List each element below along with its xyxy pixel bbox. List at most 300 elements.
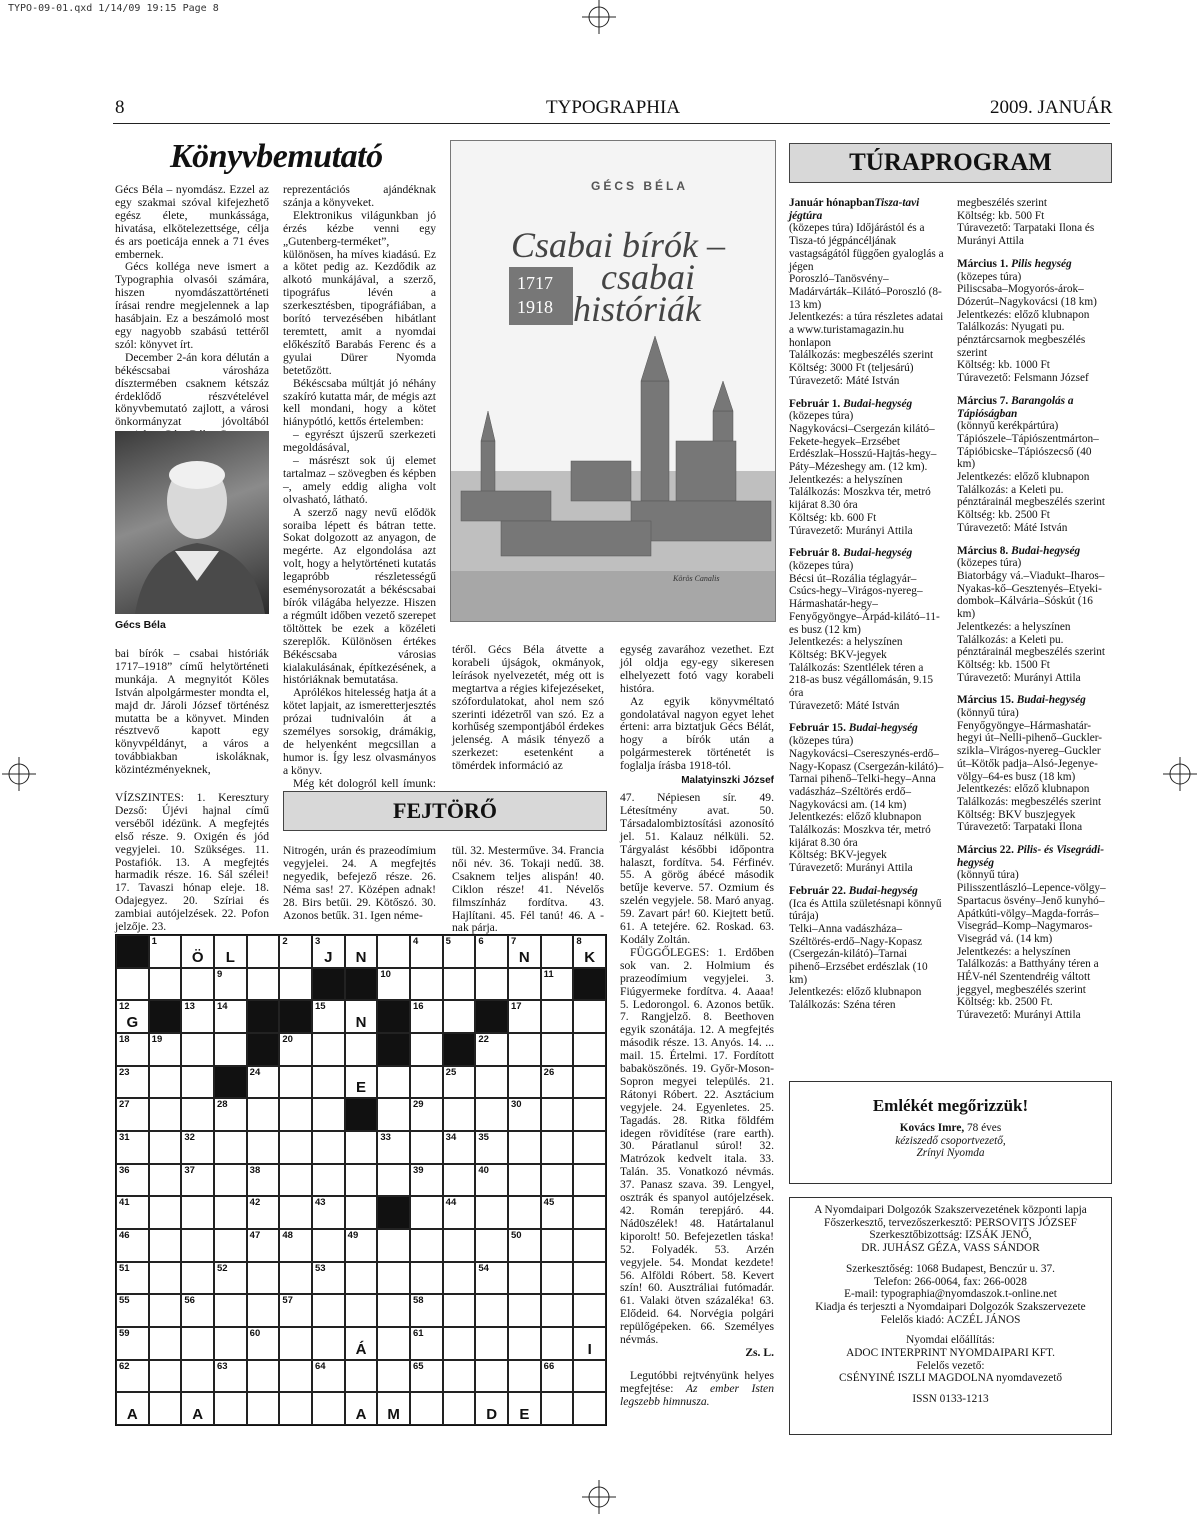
crossword-cell[interactable] (410, 1033, 443, 1066)
crossword-black-cell (247, 1033, 280, 1066)
crossword-cell[interactable] (149, 1360, 182, 1393)
cell-number: 27 (119, 1099, 130, 1111)
tura-entry-line: Jelentkezés: előző klubnapon (789, 811, 922, 824)
memorial-age: 78 éves (964, 1122, 1002, 1134)
crossword-cell[interactable] (573, 1131, 606, 1164)
crossword-cell[interactable] (279, 1327, 312, 1360)
article-paragraph: Gécs kolléga neve ismert a Typographia olvasói számára, hiszen nyomdászattörténeti írásai rendre megjelennek a lap hasábjain. Ez a beszámoló most egy nagyobb szabású tettéről szól: könyvet írt. (115, 260, 269, 351)
crossword-cell[interactable] (377, 1327, 410, 1360)
tura-entry-line: Jelentkezés: előző klubnapon (957, 471, 1090, 484)
cell-letter: E (355, 1079, 366, 1097)
crossword-cell[interactable] (541, 1098, 574, 1131)
cell-number: 65 (413, 1360, 424, 1372)
crossword-cell[interactable] (279, 1131, 312, 1164)
crossword-cell[interactable] (247, 1294, 280, 1327)
crossword-cell[interactable] (443, 1360, 476, 1393)
crossword-cell[interactable] (345, 1392, 378, 1425)
crossword-cell[interactable] (410, 1164, 443, 1197)
crossword-cell[interactable] (573, 1000, 606, 1033)
crossword-cell[interactable] (377, 1262, 410, 1295)
crossword-cell[interactable] (181, 1196, 214, 1229)
tura-column-left (789, 197, 944, 1022)
cover-title-line3: históriák (573, 289, 702, 329)
crossword-cell[interactable] (345, 1360, 378, 1393)
crossword-cell[interactable] (541, 968, 574, 1001)
crossword-cell[interactable] (410, 1262, 443, 1295)
crossword-cell[interactable] (149, 935, 182, 968)
crossword-cell[interactable] (116, 1229, 149, 1262)
crossword-cell[interactable] (181, 1229, 214, 1262)
crossword-cell[interactable] (116, 1033, 149, 1066)
crossword-cell[interactable] (181, 1066, 214, 1099)
crossword-cell[interactable] (181, 968, 214, 1001)
crossword-cell[interactable] (214, 1131, 247, 1164)
crossword-cell[interactable] (475, 968, 508, 1001)
tura-entry-line: Jelentkezés: a helyszínen (957, 620, 1071, 633)
crossword-cell[interactable] (410, 1327, 443, 1360)
crossword-cell[interactable] (116, 1164, 149, 1197)
crossword-cell[interactable] (573, 935, 606, 968)
article-column-1 (115, 184, 269, 442)
crossword-cell[interactable] (214, 1294, 247, 1327)
crossword-cell[interactable] (181, 1098, 214, 1131)
crossword-cell[interactable] (541, 1164, 574, 1197)
crossword-cell[interactable] (149, 1392, 182, 1425)
crossword-cell[interactable] (247, 1196, 280, 1229)
crossword-cell[interactable] (312, 1229, 345, 1262)
crossword-cell[interactable] (181, 1392, 214, 1425)
crossword-cell[interactable] (149, 1196, 182, 1229)
tura-entry-line: Jelentkezés: előző klubnapon (957, 783, 1090, 796)
crossword-cell[interactable] (541, 1262, 574, 1295)
crossword-cell[interactable] (214, 1196, 247, 1229)
crossword-cell[interactable] (116, 1098, 149, 1131)
crossword-cell[interactable] (508, 1131, 541, 1164)
cell-number: 50 (511, 1230, 522, 1241)
crossword-cell[interactable] (508, 1229, 541, 1262)
crossword-cell[interactable] (541, 1033, 574, 1066)
crossword-cell[interactable] (508, 1033, 541, 1066)
impressum-line: DR. JUHÁSZ GÉZA, VASS SÁNDOR (861, 1242, 1040, 1255)
crossword-cell[interactable] (475, 1392, 508, 1425)
crossword-cell[interactable] (149, 1262, 182, 1295)
cell-number: 39 (413, 1164, 424, 1176)
crossword-cell[interactable] (377, 1066, 410, 1099)
crossword-cell[interactable] (312, 1327, 345, 1360)
crossword-cell[interactable] (377, 1098, 410, 1131)
crossword-cell[interactable] (443, 935, 476, 968)
down-clues: FÜGGŐLEGES: 1. Erdőben sok van. 2. Holmium és prazeodímium vegyjelei. 3. Fiúgyermeke fordítva. 4. Aaaa! 5. Ledorongol. 6. Azonos betűk. 7. Rangjelző. 8. Beethoven egyik szonátája. 12. A megfejtés második része. 13. Anyós. 14. ... mail. 15. Értelmi. 17. Fordított babaköszönés. 19. Győr-Moson-Sopron megyei település. 21. Rátonyi Róbert. 22. Asztácium vegyjele. 24. Egyenletes. 25. Tagadás. 28. Ritka földfém idegen rövidítése (rare earth). 30. Páratlanul súrol! 32. Matrózok kedvelt itala. 33. Talán. 35. Vonatkozó névmás. 37. Panasz szava. 39. Lengyel, osztrák és spanyol autójelzések. 42. Román terepjáró. 44. Nád0szélek! 48. Határtalanul kiporolt! 50. Befejezetlen táska! 52. Folyadék. 53. Arzén vegyjele. 54. Mondat kezdete! 56. Alföldi Róbert. 58. Kevert szín! 60. Ausztráliai futómadár. 61. Valaki ötven százaléka! 63. Elődeid. 64. Norvégia polgári repülőgépeken. 66. Személyes névmás. (620, 945, 774, 1347)
tura-entry-line: (könnyű túra) (957, 869, 1019, 882)
cover-author: GÉCS BÉLA (591, 179, 689, 193)
crossword-cell[interactable] (214, 935, 247, 968)
crossword-cell[interactable] (508, 1294, 541, 1327)
crossword-cell[interactable] (149, 1131, 182, 1164)
crossword-black-cell (377, 1000, 410, 1033)
crossword-cell[interactable] (508, 1262, 541, 1295)
article-paragraph: – egyrészt újszerű szerkezeti megoldásával, (283, 428, 436, 455)
portrait-illustration (115, 431, 269, 614)
crossword-cell[interactable] (345, 1229, 378, 1262)
crossword-cell[interactable] (508, 1196, 541, 1229)
crossword-cell[interactable] (247, 1229, 280, 1262)
crossword-cell[interactable] (181, 1000, 214, 1033)
tura-entry-heading: Március 22. Pilis- és Visegrádi-hegység (957, 844, 1104, 869)
tura-entry-line: Pilisszentlászló–Lepence-völgy–Spartacus ösvény–Jenő kunyhó–Apátkúti-völgy–Magda-forrás–Visegrád–Komp–Nagymaros-Visegrád vá. (14 km) (957, 882, 1106, 945)
crossword-cell[interactable] (247, 1164, 280, 1197)
crossword-black-cell (475, 1000, 508, 1033)
crossword-cell[interactable] (312, 1262, 345, 1295)
crossword-cell[interactable] (149, 1294, 182, 1327)
crossword-cell[interactable] (181, 935, 214, 968)
crossword-cell[interactable] (443, 1229, 476, 1262)
crossword-cell[interactable] (149, 1164, 182, 1197)
crossword-cell[interactable] (214, 1000, 247, 1033)
crossword-cell[interactable] (573, 1066, 606, 1099)
crossword-cell[interactable] (541, 1327, 574, 1360)
tura-entry (957, 395, 1112, 535)
crossword-cell[interactable] (443, 1196, 476, 1229)
crossword-cell[interactable] (410, 1066, 443, 1099)
article-paragraph: Gécs Béla – nyomdász. Ezzel az egy szakmai szóval kifejezhető egész élete, munkássága, hivatása, elkötelezettsége, célja és ars poeticája ennek a 71 éves embernek. (115, 183, 269, 261)
crossword-cell[interactable] (247, 1327, 280, 1360)
cover-year-start: 1717 (517, 273, 553, 293)
crossword-cell[interactable] (377, 1131, 410, 1164)
crossword-cell[interactable] (508, 1360, 541, 1393)
crossword-cell[interactable] (116, 1196, 149, 1229)
tura-entry-line: Túravezető: Máté István (789, 699, 900, 712)
crossword-cell[interactable] (116, 1066, 149, 1099)
cell-letter: N (355, 948, 367, 966)
article-paragraph: reprezentációs ajándéknak szánja a könyveket. (283, 183, 436, 209)
crossword-cell[interactable] (573, 1164, 606, 1197)
crossword-cell[interactable] (312, 1360, 345, 1393)
crossword-cell[interactable] (475, 1229, 508, 1262)
crossword-cell[interactable] (345, 1164, 378, 1197)
cell-number: 14 (217, 1001, 228, 1013)
tura-entry-line: Költség: kb. 2500 Ft (957, 509, 1050, 522)
crossword-cell[interactable] (573, 1360, 606, 1393)
cell-number: 64 (315, 1360, 326, 1372)
crossword-cell[interactable] (116, 1327, 149, 1360)
registration-mark-right (1163, 757, 1197, 791)
cell-letter: A (126, 1406, 138, 1423)
cell-number: 44 (445, 1197, 457, 1209)
crossword-cell[interactable] (247, 1131, 280, 1164)
crossword-cell[interactable] (508, 1066, 541, 1099)
cell-number: 8 (576, 936, 582, 947)
crossword-cell[interactable] (508, 968, 541, 1001)
crossword-cell[interactable] (475, 1098, 508, 1131)
crossword-cell[interactable] (312, 1392, 345, 1425)
crossword-cell[interactable] (279, 968, 312, 1001)
crossword-cell[interactable] (377, 1229, 410, 1262)
crossword-cell[interactable] (410, 935, 443, 968)
crossword-cell[interactable] (214, 1360, 247, 1393)
tura-entry-line: (közepes túra) (789, 410, 854, 423)
tura-entry-line: Bécsi út–Rozália téglagyár–Csúcs-hegy–Virágos-nyereg–Hármashatár-hegy–Fenyőgyöngye–Árpád-kilátó–11-es busz (12 km) (789, 572, 940, 636)
crossword-cell[interactable] (149, 1098, 182, 1131)
crossword-cell[interactable] (181, 1164, 214, 1197)
cell-number: 55 (119, 1295, 130, 1307)
crossword-cell[interactable] (377, 1392, 410, 1425)
crossword-cell[interactable] (214, 968, 247, 1001)
crossword-cell[interactable] (475, 1196, 508, 1229)
crossword-cell[interactable] (345, 1033, 378, 1066)
cell-number: 24 (249, 1066, 261, 1078)
tura-entry-line: Nagykovácsi–Csereszynés-erdő–Nagy-Kopasz (Csergezán-kilátó)–Tarnai pihenő–Telki-hegy–Anna vadászház–Széltörés erdő–Nagykovácsi am. (14 km) (789, 747, 944, 811)
crossword-cell[interactable] (508, 1392, 541, 1425)
crossword-cell[interactable] (573, 1294, 606, 1327)
crossword-cell[interactable] (475, 1262, 508, 1295)
crossword-cell[interactable] (508, 1098, 541, 1131)
tura-entry-line: Költség: 3000 Ft (teljesárú) (789, 362, 914, 375)
crossword-cell[interactable] (312, 1098, 345, 1131)
tura-heading: TÚRAPROGRAM (789, 143, 1112, 183)
cell-letter: I (587, 1340, 592, 1358)
crossword-cell[interactable] (247, 935, 280, 968)
crossword-cell[interactable] (443, 1066, 476, 1099)
crossword-cell[interactable] (149, 1229, 182, 1262)
crossword-cell[interactable] (541, 1392, 574, 1425)
crossword-cell[interactable] (181, 1262, 214, 1295)
crossword-cell[interactable] (181, 1131, 214, 1164)
cover-year-end: 1918 (517, 297, 553, 317)
crossword-cell[interactable] (443, 1327, 476, 1360)
crossword-cell[interactable] (214, 1098, 247, 1131)
crossword-cell[interactable] (410, 968, 443, 1001)
crossword-cell[interactable] (247, 1392, 280, 1425)
tura-entry (789, 197, 944, 388)
crossword-cell[interactable] (181, 1327, 214, 1360)
crossword-cell[interactable] (312, 1196, 345, 1229)
crossword-cell[interactable] (312, 1294, 345, 1327)
crossword-cell[interactable] (214, 1392, 247, 1425)
crossword-cell[interactable] (116, 1131, 149, 1164)
cell-number: 57 (282, 1295, 293, 1307)
crossword-cell[interactable] (475, 1033, 508, 1066)
crossword-cell[interactable] (410, 1131, 443, 1164)
crossword-cell[interactable] (508, 935, 541, 968)
crossword-cell[interactable] (312, 935, 345, 968)
crossword-cell[interactable] (247, 1098, 280, 1131)
crossword-cell[interactable] (573, 1392, 606, 1425)
crossword-cell[interactable] (279, 1262, 312, 1295)
tura-entry (789, 398, 944, 538)
crossword-cell[interactable] (443, 1262, 476, 1295)
crossword-cell[interactable] (345, 1327, 378, 1360)
crossword-cell[interactable] (443, 968, 476, 1001)
crossword-black-cell (345, 968, 378, 1001)
crossword-cell[interactable] (279, 1164, 312, 1197)
crossword-grid[interactable] (115, 934, 607, 1426)
crossword-cell[interactable] (573, 1327, 606, 1360)
crossword-cell[interactable] (541, 1066, 574, 1099)
crossword-cell[interactable] (312, 1000, 345, 1033)
crossword-cell[interactable] (116, 1294, 149, 1327)
crossword-cell[interactable] (443, 1294, 476, 1327)
crossword-cell[interactable] (573, 1196, 606, 1229)
crossword-cell[interactable] (573, 1229, 606, 1262)
impressum-box (789, 1197, 1112, 1435)
crossword-cell[interactable] (377, 935, 410, 968)
memorial-role: kéziszedő csoportvezető, (895, 1134, 1006, 1147)
crossword-cell[interactable] (214, 1262, 247, 1295)
crossword-cell[interactable] (508, 1327, 541, 1360)
crossword-cell[interactable] (279, 1098, 312, 1131)
crossword-cell[interactable] (116, 1262, 149, 1295)
tura-entry-line: Költség: BKV-jegyek (789, 648, 887, 661)
crossword-cell[interactable] (149, 1066, 182, 1099)
cell-number: 19 (151, 1034, 163, 1045)
crossword-cell[interactable] (475, 1131, 508, 1164)
crossword-cell[interactable] (181, 1360, 214, 1393)
crossword-cell[interactable] (181, 1033, 214, 1066)
crossword-cell[interactable] (345, 1196, 378, 1229)
crossword-cell[interactable] (573, 1262, 606, 1295)
crossword-cell[interactable] (508, 1164, 541, 1197)
crossword-black-cell (247, 1000, 280, 1033)
cell-number: 47 (249, 1230, 261, 1241)
crossword-cell[interactable] (541, 1131, 574, 1164)
crossword-cell[interactable] (345, 1294, 378, 1327)
crossword-cell[interactable] (149, 968, 182, 1001)
crossword-cell[interactable] (312, 1066, 345, 1099)
crossword-cell[interactable] (279, 1066, 312, 1099)
crossword-cell[interactable] (541, 1196, 574, 1229)
memorial-title: Emlékét megőrizzük! (872, 1096, 1029, 1115)
crossword-cell[interactable] (573, 1033, 606, 1066)
registration-mark-bottom (582, 1480, 616, 1514)
crossword-cell[interactable] (247, 968, 280, 1001)
cell-letter: M (387, 1406, 400, 1423)
tura-entry-line: Találkozás: a Batthyány téren a HÉV-nél Szentendréig váltott jeggyel, megbeszélés szerint (957, 958, 1099, 996)
crossword-cell[interactable] (279, 1294, 312, 1327)
crossword-cell[interactable] (410, 1360, 443, 1393)
crossword-cell[interactable] (475, 1066, 508, 1099)
crossword-cell[interactable] (541, 1229, 574, 1262)
crossword-cell[interactable] (443, 1392, 476, 1425)
tura-entry-line: Poroszló–Tanösvény–Madárvárták–Kilátó–Poroszló (8-13 km) (789, 273, 942, 311)
cell-letter: N (518, 948, 530, 966)
crossword-cell[interactable] (279, 1033, 312, 1066)
crossword-cell[interactable] (573, 1098, 606, 1131)
crossword-cell[interactable] (410, 1229, 443, 1262)
tura-entry (789, 722, 944, 874)
crossword-cell[interactable] (247, 1262, 280, 1295)
crossword-cell[interactable] (443, 1098, 476, 1131)
tura-entry-line: Fenyőgyöngye–Hármashatár-hegyi út–Nelli-pihenő–Guckler-szikla–Virágos-nyereg–Guckler út–Kötők padja–Alsó-Jegenye-völgy–64-es busz (18 km) (957, 719, 1103, 783)
crossword-cell[interactable] (279, 1196, 312, 1229)
crossword-cell[interactable] (149, 1033, 182, 1066)
crossword-cell[interactable] (181, 1294, 214, 1327)
crossword-cell[interactable] (345, 1262, 378, 1295)
crossword-cell[interactable] (214, 1033, 247, 1066)
crossword-cell[interactable] (279, 935, 312, 968)
crossword-cell[interactable] (214, 1229, 247, 1262)
article-column-2 (283, 184, 436, 816)
crossword-cell[interactable] (475, 1294, 508, 1327)
crossword-cell[interactable] (247, 1360, 280, 1393)
cell-number: 22 (478, 1034, 489, 1045)
crossword-cell[interactable] (214, 1327, 247, 1360)
crossword-cell[interactable] (410, 1392, 443, 1425)
cell-letter: N (355, 1014, 367, 1031)
cell-number: 23 (119, 1066, 130, 1078)
crossword-cell[interactable] (279, 1229, 312, 1262)
crossword-cell[interactable] (312, 1131, 345, 1164)
crossword-cell[interactable] (541, 935, 574, 968)
crossword-cell[interactable] (279, 1392, 312, 1425)
tura-entry-line: Túravezető: Tarpataki Ilona (957, 821, 1083, 834)
tura-entry-line: Találkozás: a Keleti pu. pénztárainál megbeszélés szerint (957, 633, 1106, 659)
cover-title-line2: csabai (601, 257, 695, 297)
cell-number: 25 (445, 1066, 457, 1078)
tura-entry-line: Találkozás: megbeszélés szerint (789, 349, 934, 362)
crossword-cell[interactable] (443, 1164, 476, 1197)
crossword-black-cell (116, 935, 149, 968)
crossword-cell[interactable] (410, 1196, 443, 1229)
crossword-cell[interactable] (377, 1164, 410, 1197)
crossword-cell[interactable] (345, 1131, 378, 1164)
crossword-cell[interactable] (475, 1164, 508, 1197)
crossword-cell[interactable] (116, 1360, 149, 1393)
crossword-cell[interactable] (377, 1294, 410, 1327)
crossword-cell[interactable] (475, 935, 508, 968)
crossword-cell[interactable] (410, 1098, 443, 1131)
cell-number: 3 (315, 936, 321, 947)
crossword-cell[interactable] (116, 1392, 149, 1425)
crossword-cell[interactable] (149, 1327, 182, 1360)
crossword-cell[interactable] (116, 968, 149, 1001)
crossword-cell[interactable] (475, 1327, 508, 1360)
crossword-cell[interactable] (279, 1360, 312, 1393)
cell-number: 35 (478, 1132, 489, 1143)
cell-number: 63 (217, 1360, 228, 1372)
crossword-cell[interactable] (345, 1000, 378, 1033)
cell-number: 20 (282, 1034, 293, 1045)
tura-entry-line: (közepes túra) Időjárástól és a Tisza-tó jégpáncéljának vastagságától függően gyaloglás a jégen (789, 222, 944, 273)
crossword-cell[interactable] (345, 935, 378, 968)
tura-entry-line: Költség: kb. 1000 Ft (957, 359, 1050, 372)
crossword-cell[interactable] (410, 1294, 443, 1327)
crossword-cell[interactable] (443, 1000, 476, 1033)
crossword-cell[interactable] (541, 1000, 574, 1033)
crossword-cell[interactable] (377, 968, 410, 1001)
crossword-cell[interactable] (475, 1360, 508, 1393)
tura-entry-heading: Március 7. Barangolás a Tápióságban (957, 394, 1074, 420)
crossword-cell[interactable] (345, 1066, 378, 1099)
crossword-cell[interactable] (410, 1000, 443, 1033)
crossword-cell[interactable] (443, 1131, 476, 1164)
crossword-cell[interactable] (508, 1000, 541, 1033)
crossword-cell[interactable] (116, 1000, 149, 1033)
crossword-cell[interactable] (312, 1033, 345, 1066)
tura-entry-line: (Ica és Attila születésnapi könnyű túrája) (789, 897, 942, 923)
crossword-cell[interactable] (214, 1164, 247, 1197)
tura-entry-line: Túravezető: Máté István (957, 521, 1068, 534)
impressum-line: Szerkesztőbizottság: IZSÁK JENŐ, (869, 1229, 1032, 1242)
cell-number: 52 (217, 1262, 228, 1274)
clue-text: Nitrogén, urán és prazeodímium vegyjelei. 24. A megfejtés negyedik, befejező része. 26. Néma sas! 27. Középen adnak! 28. Birs betűi. 29. Kötőszó. 30. Azonos betűk. 31. Igen néme- (283, 844, 436, 922)
crossword-cell[interactable] (541, 1360, 574, 1393)
crossword-cell[interactable] (377, 1360, 410, 1393)
crossword-cell[interactable] (247, 1066, 280, 1099)
article-paragraph: Még két dologról kell ímunk: (293, 776, 436, 790)
registration-mark-left (2, 757, 36, 791)
crossword-cell[interactable] (541, 1294, 574, 1327)
crossword-cell[interactable] (312, 1164, 345, 1197)
